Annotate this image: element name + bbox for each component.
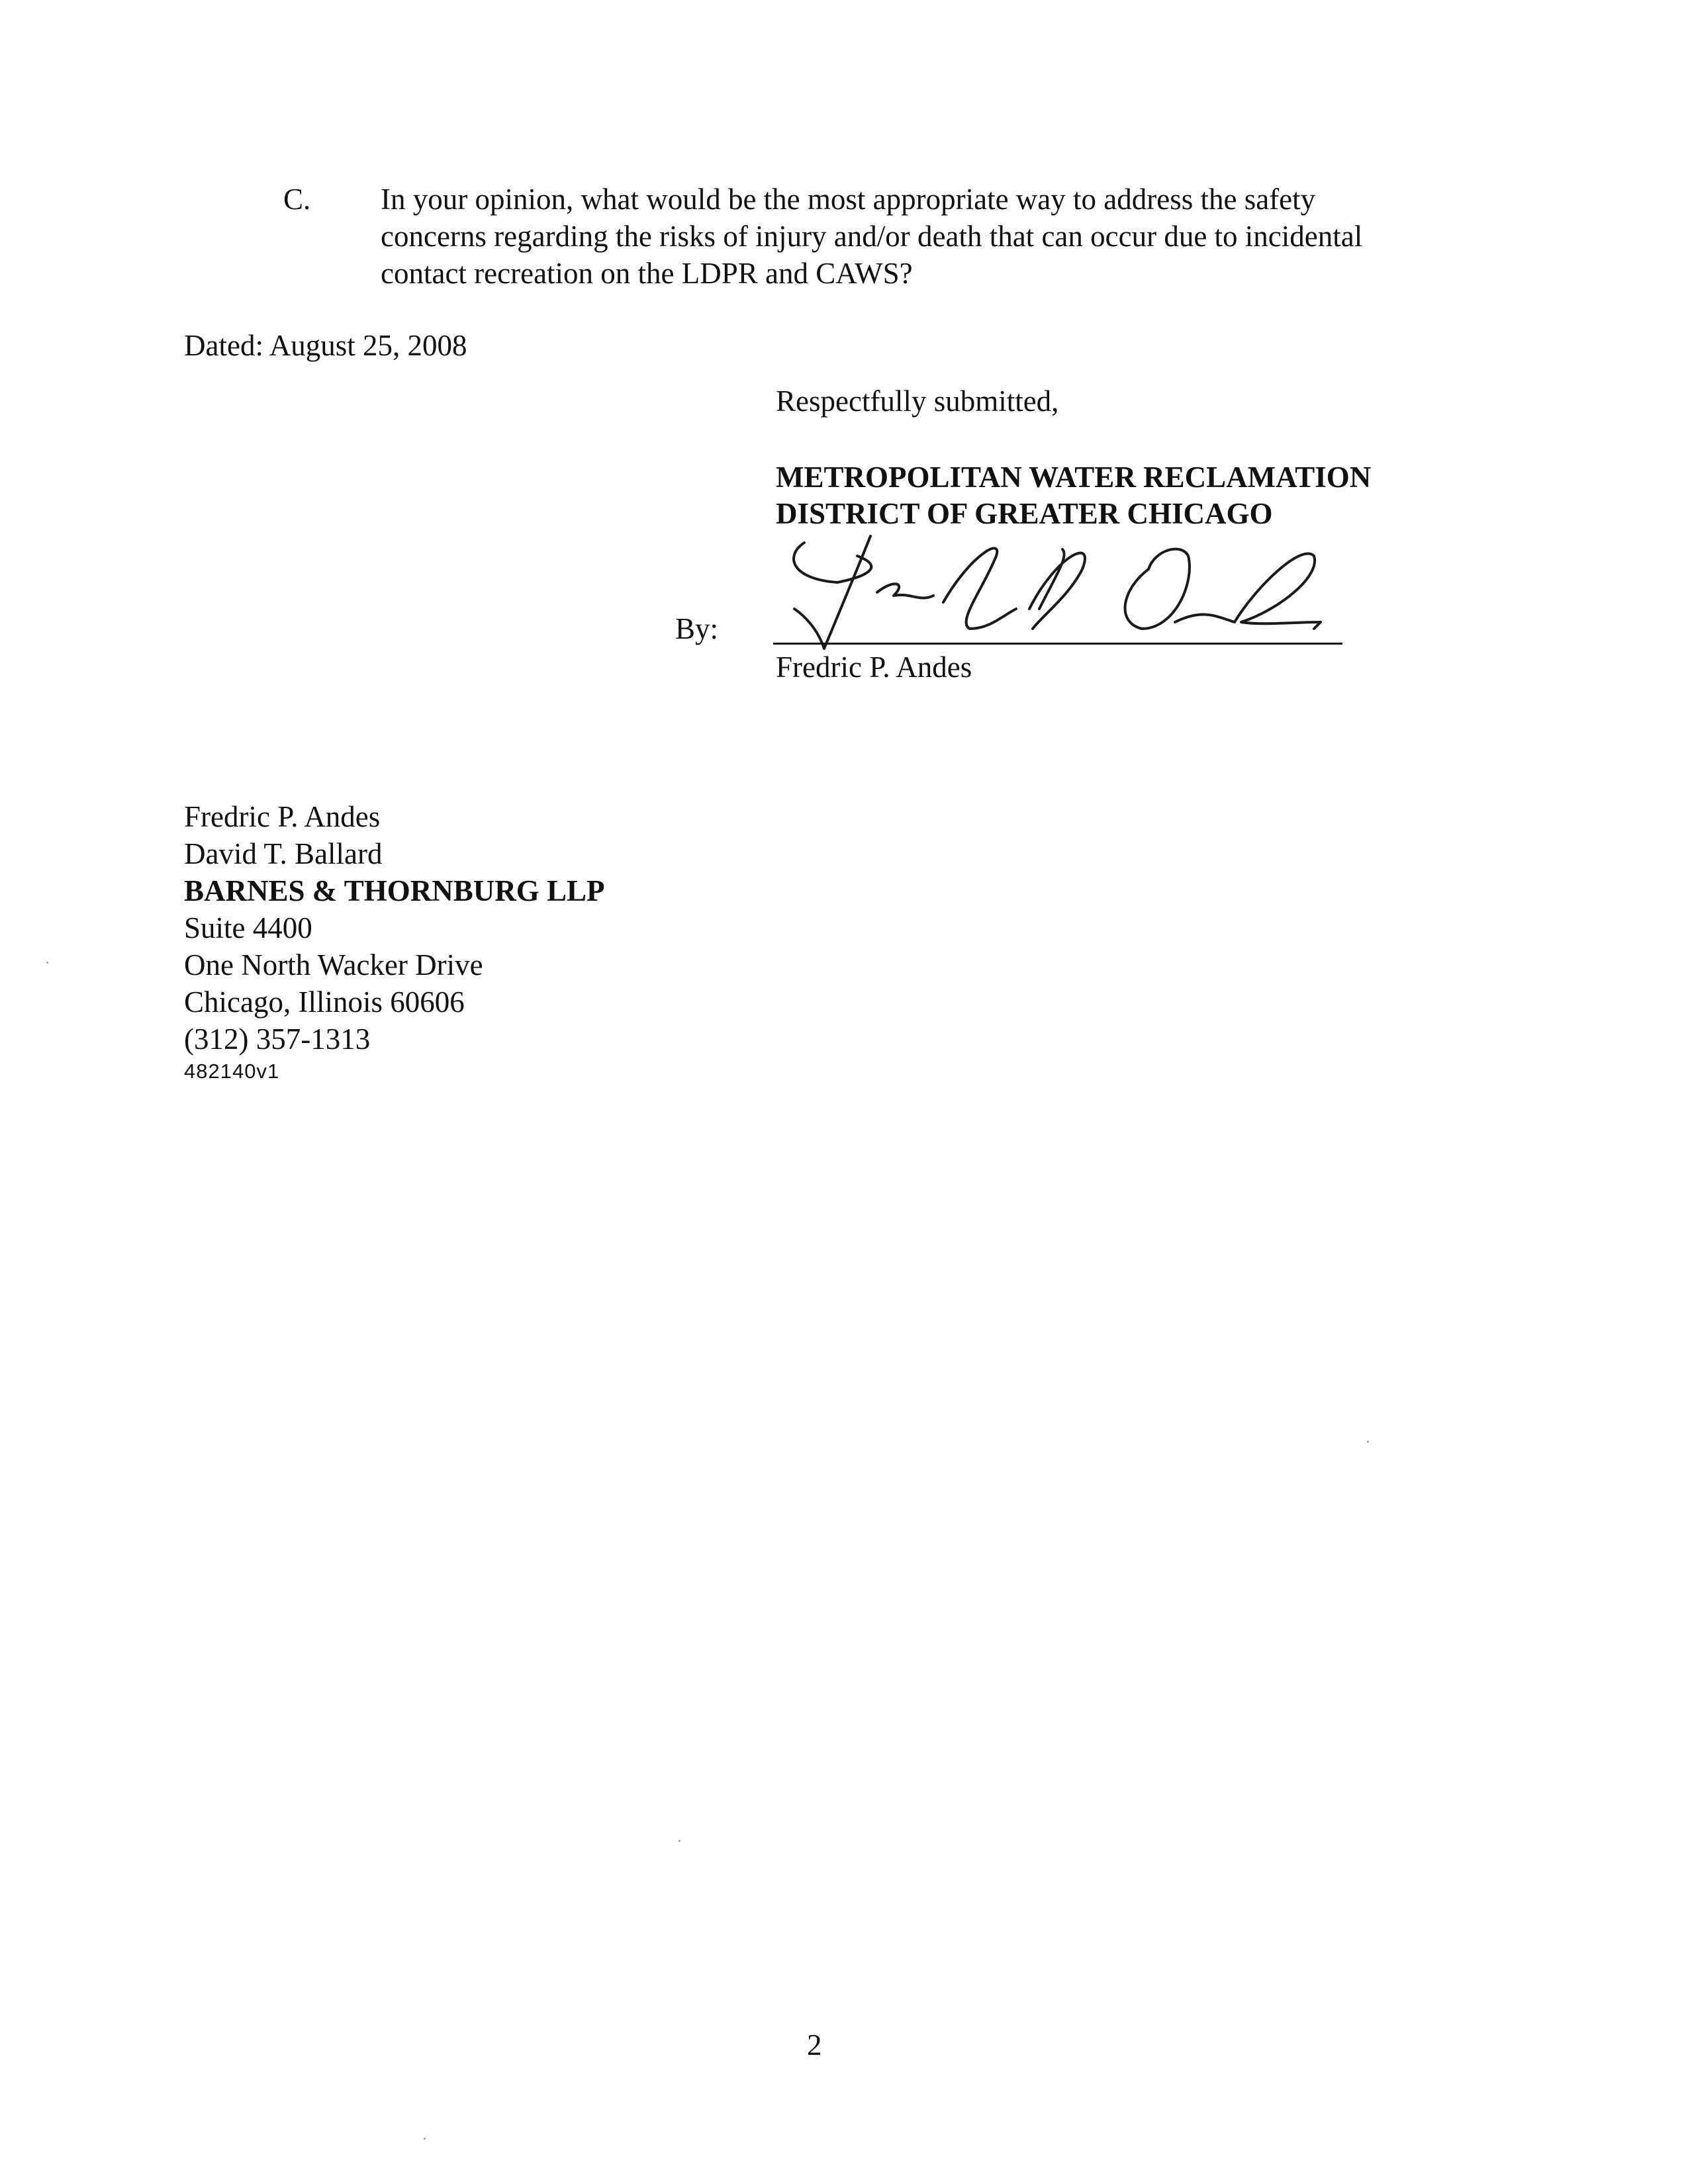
signature-line xyxy=(773,643,1342,645)
signer-name: Fredric P. Andes xyxy=(776,651,972,684)
scan-speck xyxy=(46,962,48,964)
question-line-1: In your opinion, what would be the most appropriate way to address the safety xyxy=(381,183,1316,216)
city-line: Chicago, Illinois 60606 xyxy=(184,985,465,1019)
page-number: 2 xyxy=(807,2028,822,2062)
dated-line: Dated: August 25, 2008 xyxy=(184,329,467,362)
by-label: By: xyxy=(675,612,719,645)
closing-text: Respectfully submitted, xyxy=(776,385,1059,418)
question-text xyxy=(381,181,1473,292)
street-line: One North Wacker Drive xyxy=(184,948,483,981)
document-number: 482140v1 xyxy=(184,1060,280,1083)
suite-line: Suite 4400 xyxy=(184,911,312,944)
question-line-3: contact recreation on the LDPR and CAWS? xyxy=(381,257,913,290)
organization-line-1: METROPOLITAN WATER RECLAMATION xyxy=(776,461,1372,494)
law-firm-name: BARNES & THORNBURG LLP xyxy=(184,874,605,907)
question-letter: C. xyxy=(283,183,311,216)
scan-speck xyxy=(1367,1441,1369,1443)
scan-speck xyxy=(424,2138,426,2140)
counsel-block xyxy=(184,798,605,1084)
question-line-2: concerns regarding the risks of injury and/or death that can occur due to incidental xyxy=(381,220,1363,253)
counsel-name-2: David T. Ballard xyxy=(184,837,383,870)
organization-line-2: DISTRICT OF GREATER CHICAGO xyxy=(776,497,1273,530)
handwritten-signature xyxy=(778,529,1360,655)
counsel-name-1: Fredric P. Andes xyxy=(184,800,381,833)
scan-speck xyxy=(679,1840,680,1842)
phone-line: (312) 357-1313 xyxy=(184,1023,371,1056)
